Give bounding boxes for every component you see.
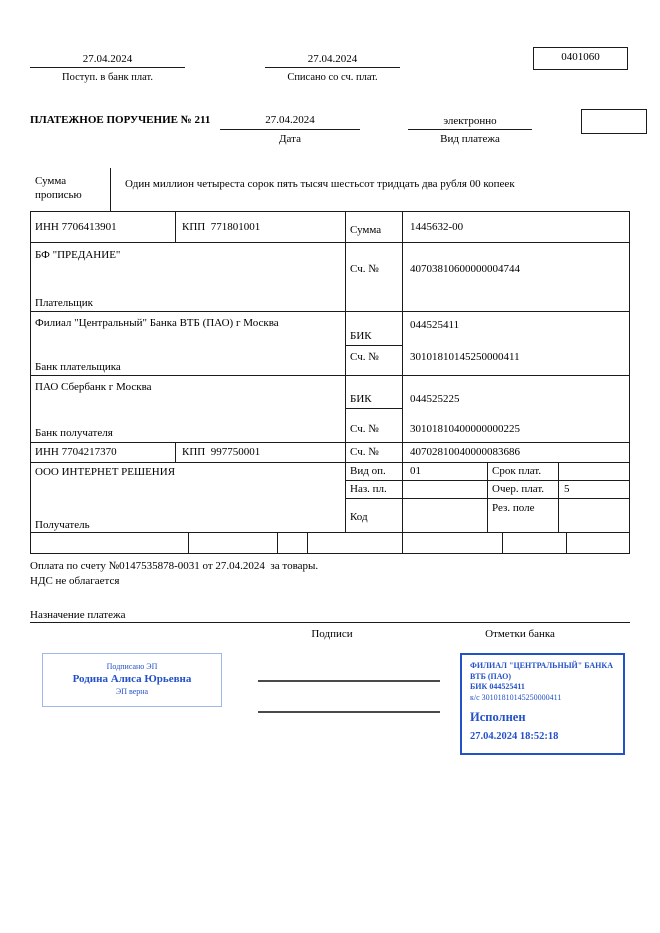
amount-words-value: Один миллион четыреста сорок пять тысяч шестьсот тридцать два рубля 00 копеек	[125, 178, 515, 190]
bank-stamp-line1: ФИЛИАЛ "ЦЕНТРАЛЬНЫЙ" БАНКА	[470, 661, 613, 670]
payment-kind-label: Вид платежа	[440, 133, 500, 145]
payee-bank-bik: 044525225	[410, 393, 460, 405]
priority-label: Очер. плат.	[492, 483, 545, 495]
table-line	[307, 532, 308, 553]
bank-marks-label: Отметки банка	[485, 628, 555, 640]
payee-account-label: Сч. №	[350, 446, 379, 458]
bank-execution-stamp	[460, 653, 625, 755]
debited-date-underline	[265, 67, 400, 68]
purpose-code-label: Наз. пл.	[350, 483, 387, 495]
purpose-line-1: Оплата по счету №0147535878-0031 от 27.04.2024 за товары.	[30, 560, 319, 572]
signatures-label: Подписи	[311, 628, 353, 640]
payee-bank-account-label: Сч. №	[350, 423, 379, 435]
table-line	[30, 462, 630, 463]
op-kind-label: Вид оп.	[350, 465, 386, 477]
payee-label: Получатель	[35, 519, 90, 531]
document-date: 27.04.2024	[265, 114, 315, 126]
document-date-label: Дата	[279, 133, 301, 145]
payee-inn: ИНН 7704217370	[35, 446, 117, 458]
bank-stamp-line4: к/с 30101810145250000411	[470, 692, 562, 702]
payer-name: БФ "ПРЕДАНИЕ"	[35, 249, 121, 261]
payment-kind-underline	[408, 129, 532, 130]
table-line	[175, 442, 176, 462]
table-line	[345, 211, 346, 532]
payee-bank-bik-label: БИК	[350, 393, 372, 405]
bank-stamp-line3: БИК 044525411	[470, 682, 525, 691]
table-line	[30, 211, 630, 212]
payer-bank-bik-label: БИК	[350, 330, 372, 342]
amount-label: Сумма	[350, 224, 382, 236]
table-line	[30, 375, 630, 376]
payer-bank-account: 30101810145250000411	[410, 351, 520, 363]
received-date: 27.04.2024	[82, 53, 133, 65]
table-line	[30, 242, 630, 243]
purpose-label: Назначение платежа	[30, 609, 126, 621]
table-line	[175, 211, 176, 242]
payer-bank-name: Филиал "Центральный" Банка ВТБ (ПАО) г Москва	[35, 317, 279, 329]
purpose-underline	[30, 622, 630, 623]
e-signature-stamp	[42, 653, 222, 707]
payer-label: Плательщик	[35, 297, 93, 309]
form-code: 0401060	[561, 51, 600, 63]
document-title: ПЛАТЕЖНОЕ ПОРУЧЕНИЕ № 211	[30, 114, 211, 126]
code-label: Код	[350, 511, 368, 523]
received-date-underline	[30, 67, 185, 68]
document-date-underline	[220, 129, 360, 130]
payer-bank-bik: 044525411	[410, 319, 460, 331]
signature-line-2	[258, 711, 440, 713]
payer-bank-account-label: Сч. №	[350, 351, 379, 363]
table-line	[487, 462, 488, 532]
amount-words-label-2: прописью	[35, 189, 82, 201]
payer-bank-label: Банк плательщика	[35, 361, 121, 373]
table-line	[277, 532, 278, 553]
e-signature-stamp-line3: ЭП верна	[115, 687, 149, 696]
payee-account: 40702810040000083686	[410, 446, 520, 458]
purpose-line-2: НДС не облагается	[30, 575, 120, 587]
table-line	[188, 532, 189, 553]
table-line	[402, 211, 403, 553]
status-field-box	[581, 109, 647, 134]
payer-kpp: КПП 771801001	[182, 221, 261, 233]
due-date-label: Срок плат.	[492, 465, 542, 477]
table-line	[558, 462, 559, 532]
received-date-label: Поступ. в банк плат.	[62, 72, 153, 83]
table-line	[345, 345, 402, 346]
table-border-left	[30, 211, 31, 553]
table-line	[345, 408, 402, 409]
payee-bank-account: 30101810400000000225	[410, 423, 520, 435]
e-signature-stamp-line1: Подписано ЭП	[106, 662, 158, 671]
payer-inn: ИНН 7706413901	[35, 221, 117, 233]
table-line	[30, 311, 630, 312]
bank-stamp-datetime: 27.04.2024 18:52:18	[470, 731, 559, 742]
signature-line-1	[258, 680, 440, 682]
amount-words-label-1: Сумма	[35, 175, 67, 187]
table-border-right	[629, 211, 630, 553]
bank-stamp-line2: ВТБ (ПАО)	[470, 671, 512, 681]
amount-value: 1445632-00	[410, 221, 464, 233]
payer-account: 40703810600000004744	[410, 263, 520, 275]
payee-bank-name: ПАО Сбербанк г Москва	[35, 381, 152, 393]
op-kind-value: 01	[410, 465, 421, 477]
payee-bank-label: Банк получателя	[35, 427, 113, 439]
payee-kpp: КПП 997750001	[182, 446, 261, 458]
priority-value: 5	[564, 483, 570, 495]
table-line	[30, 442, 630, 443]
bank-stamp-status: Исполнен	[470, 710, 526, 724]
form-code-box	[533, 47, 628, 70]
debited-date-label: Списано со сч. плат.	[287, 72, 378, 83]
payment-kind: электронно	[443, 115, 497, 127]
amount-words-divider	[110, 168, 111, 211]
reserve-field-label: Рез. поле	[492, 502, 535, 514]
payer-account-label: Сч. №	[350, 263, 379, 275]
table-line	[30, 532, 630, 533]
e-signature-stamp-name: Родина Алиса Юрьевна	[72, 673, 192, 685]
payee-name: ООО ИНТЕРНЕТ РЕШЕНИЯ	[35, 466, 176, 478]
table-line	[566, 532, 567, 553]
table-line	[30, 553, 630, 554]
debited-date: 27.04.2024	[307, 53, 358, 65]
table-line	[502, 532, 503, 553]
